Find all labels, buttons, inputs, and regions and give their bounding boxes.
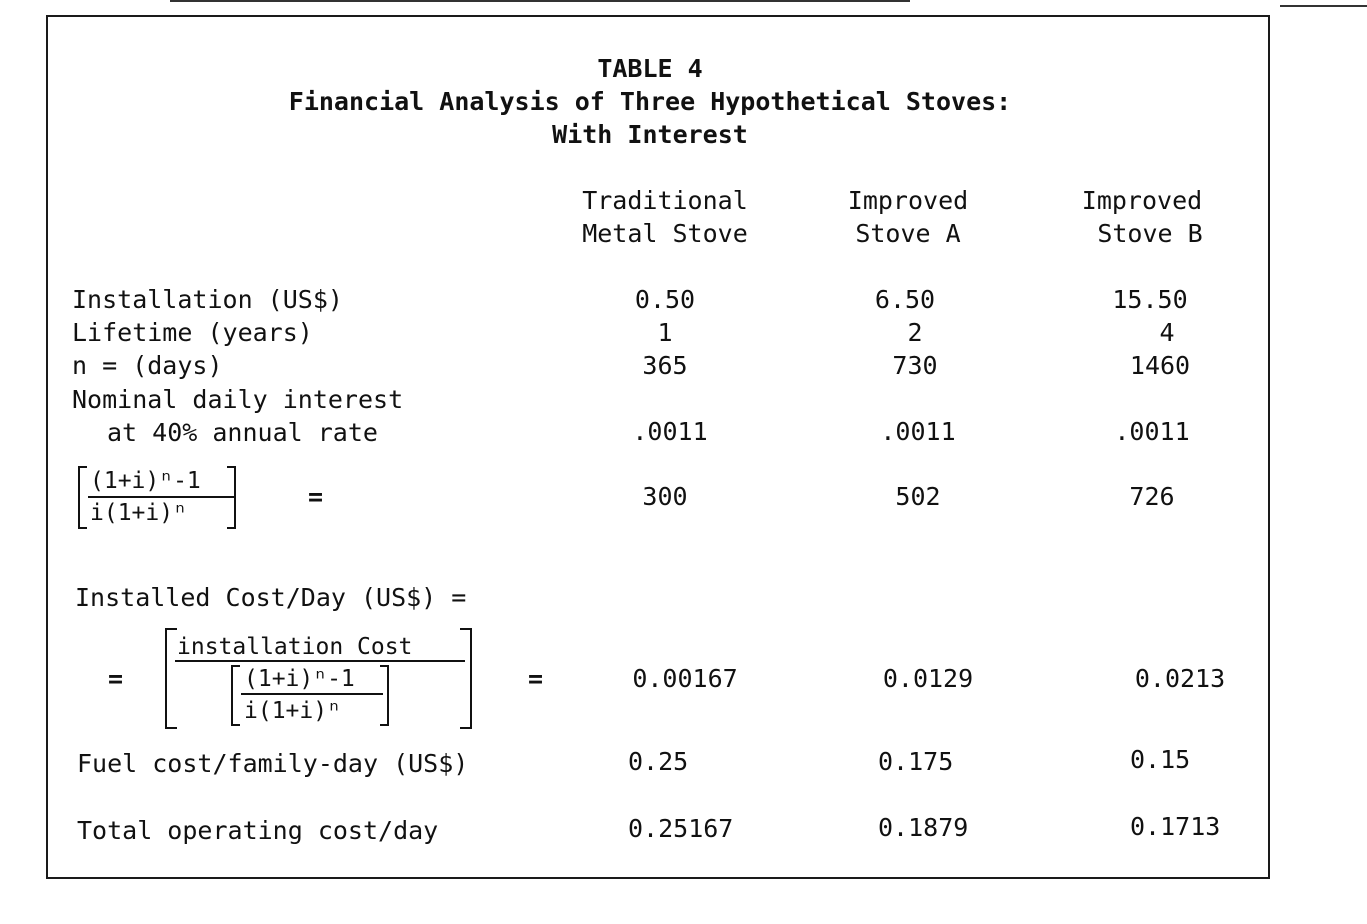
cell-interest-traditional: .0011 [632, 417, 708, 446]
installed-cost-bracket-right [460, 628, 472, 729]
installed-cost-bracket-left [165, 628, 177, 729]
cell-fuel-traditional: 0.25 [628, 747, 689, 776]
cell-installed-cost-traditional: 0.00167 [632, 664, 738, 693]
cell-installation-stove-b: 15.50 [1112, 285, 1188, 314]
installed-cost-inner-numerator: (1+i)ⁿ-1 [244, 666, 355, 692]
installed-cost-prefix-equals: = [108, 664, 124, 693]
factor-equals: = [308, 482, 324, 511]
factor-fraction-bar [88, 496, 234, 498]
factor-numerator: (1+i)ⁿ-1 [90, 468, 201, 494]
installed-cost-numerator: installation Cost [177, 634, 413, 660]
cell-fuel-stove-a: 0.175 [878, 747, 954, 776]
cell-installed-cost-stove-b: 0.0213 [1134, 664, 1226, 693]
cell-total-traditional: 0.25167 [628, 814, 734, 843]
column-header-stove-a-line2: Stove A [855, 219, 961, 248]
cell-installation-stove-a: 6.50 [874, 285, 936, 314]
cell-factor-traditional: 300 [642, 482, 688, 511]
column-header-stove-b-line1: Improved [1081, 186, 1203, 215]
cell-interest-stove-b: .0011 [1114, 417, 1190, 446]
cell-total-stove-b: 0.1713 [1130, 812, 1221, 841]
factor-bracket-right [227, 466, 236, 529]
cell-fuel-stove-b: 0.15 [1130, 745, 1191, 774]
row-label-interest-line2: at 40% annual rate [107, 418, 378, 447]
cell-installed-cost-stove-a: 0.0129 [882, 664, 974, 693]
cell-installation-traditional: 0.50 [634, 285, 696, 314]
factor-bracket-left [78, 466, 87, 529]
cell-lifetime-stove-b: 4 [1159, 318, 1175, 347]
row-label-n-days: n = (days) [72, 351, 223, 380]
row-label-fuel-cost: Fuel cost/family-day (US$) [77, 749, 469, 778]
table-label: TABLE 4 [597, 54, 703, 83]
installed-cost-inner-fraction-bar [241, 693, 383, 695]
scan-artifact-top [170, 0, 910, 2]
column-header-stove-a-line1: Improved [847, 186, 969, 215]
scan-artifact-right [1280, 5, 1367, 7]
table-title-line2: With Interest [552, 120, 748, 149]
cell-factor-stove-a: 502 [895, 482, 941, 511]
cell-interest-stove-a: .0011 [880, 417, 956, 446]
cell-total-stove-a: 0.1879 [878, 813, 969, 842]
installed-cost-equals: = [528, 664, 544, 693]
cell-lifetime-traditional: 1 [657, 318, 673, 347]
factor-denominator: i(1+i)ⁿ [90, 500, 187, 526]
cell-n-days-stove-b: 1460 [1129, 351, 1191, 380]
row-label-lifetime: Lifetime (years) [72, 318, 313, 347]
cell-n-days-traditional: 365 [642, 351, 688, 380]
cell-n-days-stove-a: 730 [892, 351, 938, 380]
installed-cost-inner-bracket-left [231, 665, 240, 726]
cell-lifetime-stove-a: 2 [907, 318, 923, 347]
row-label-installation: Installation (US$) [72, 285, 343, 314]
column-header-traditional-line2: Metal Stove [582, 219, 748, 248]
column-header-stove-b-line2: Stove B [1097, 219, 1203, 248]
row-label-installed-cost: Installed Cost/Day (US$) = [75, 583, 467, 612]
installed-cost-inner-denominator: i(1+i)ⁿ [244, 698, 341, 724]
cell-factor-stove-b: 726 [1129, 482, 1175, 511]
table-title-line1: Financial Analysis of Three Hypothetical Stoves: [288, 87, 1012, 116]
row-label-total-cost: Total operating cost/day [77, 816, 439, 845]
installed-cost-inner-bracket-right [380, 665, 389, 726]
column-header-traditional-line1: Traditional [582, 186, 748, 215]
row-label-interest-line1: Nominal daily interest [72, 385, 404, 414]
installed-cost-fraction-bar [175, 660, 465, 662]
